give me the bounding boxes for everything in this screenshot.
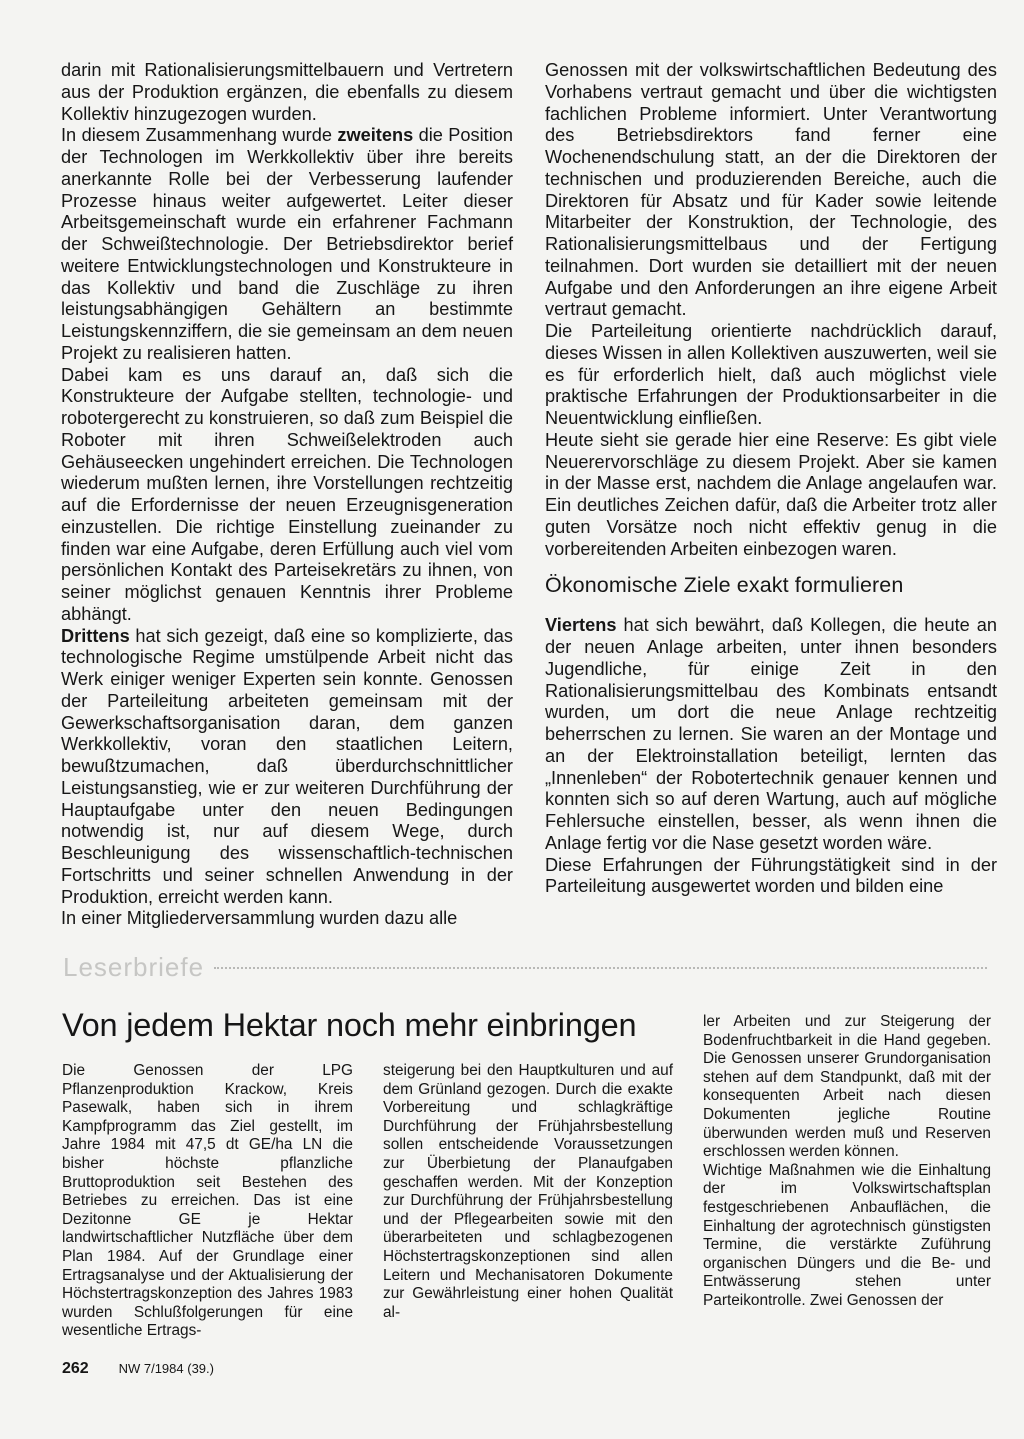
section-subheading: Ökonomische Ziele exakt formulieren (545, 573, 904, 598)
paragraph-text: die Position der Technologen im Werkkollektiv über ihre bereits anerkannte Rolle bei der Verbesserung laufender Prozesse hinaus weiter aufgewertet. Leiter dieser Arbeitsgemeinschaft wurde ein erfahrener Fachmann der Schweißtechnologie. Der Betriebsdirektor berief weitere Entwicklungstechnologen und Konstrukteure in das Kollektiv und band die Zuschläge zu ihren leistungsabhängigen Gehältern an bestimmte Leistungskennziffern, die sie gemeinsam an dem neuen Projekt zu realisieren hatten. (61, 125, 513, 363)
article-column-right-upper (545, 60, 997, 560)
paragraph: Diese Erfahrungen der Führungstätigkeit sind in der Parteileitung ausgewertet worden und bilden eine (545, 854, 997, 897)
paragraph (545, 615, 997, 854)
paragraph-text: hat sich bewährt, daß Kollegen, die heute an der neuen Anlage arbeiten, unter ihnen besonders Jugendliche, für einige Zeit in den Rationalisierungsmittelbau des Kombinats entsandt wurden, um dort die neue Anlage rechtzeitig beherrschen zu lernen. Sie waren an der Montage und an der Elektroinstallation beteiligt, lernten das „Innenleben“ der Robotertechnik genauer kennen und konnten sich so auf deren Wartung, auch auf mögliche Fehlersuche einstellen, besser, als wenn ihnen die Anlage fertig vor die Nase gesetzt worden wäre. (545, 615, 997, 853)
paragraph (61, 626, 513, 909)
paragraph (61, 125, 513, 364)
paragraph: Genossen mit der volkswirtschaftlichen Bedeutung des Vorhabens vertraut gemacht und über die wichtigsten fachlichen Probleme informiert. Unter Verantwortung des Betriebsdirektors fand ferner eine Wochenendschulung statt, an der die Direktoren der technischen und produzierenden Bereiche, auch die Direktoren für Absatz und für Kader sowie leitende Mitarbeiter der Konstruktion, der Technologie, des Rationalisierungsmittelbaus und der Fertigung teilnahmen. Dort wurden sie detailliert mit der neuen Aufgabe und den Anforderungen an ihre eigene Arbeit vertraut gemacht. (545, 60, 997, 320)
paragraph-text: hat sich gezeigt, daß eine so komplizierte, das technologische Regime umstülpende Arbeit nicht das Werk einiger weniger Experten sein konnte. Genossen der Parteileitung arbeiteten gemeinsam mit der Gewerkschaftsorganisation daran, dem ganzen Werkkollektiv, voran den staatlichen Leitern, bewußtzumachen, daß überdurchschnittlicher Leistungsanstieg, wie er zur weiteren Durchführung der Hauptaufgabe unter den neuen Bedingungen notwendig ist, nur auf diesem Wege, durch Beschleunigung des wissenschaftlich-technischen Fortschritts und seiner schnellen Anwendung in der Produktion, erreicht werden kann. (61, 625, 513, 907)
page-number: 262 (62, 1360, 89, 1377)
paragraph: Heute sieht sie gerade hier eine Reserve: Es gibt viele Neuerervorschläge zu diesem Projekt. Aber sie kamen in der Masse erst, nachdem die Anlage angelaufen war. Ein deutliches Zeichen dafür, daß die Arbeiter trotz aller guten Vorsätze noch nicht effektiv genug in die vorbereitenden Arbeiten einbezogen waren. (545, 429, 997, 559)
letter-headline: Von jedem Hektar noch mehr einbringen (62, 1007, 637, 1043)
emphasis-keyword: Drittens (61, 625, 130, 646)
page-footer (62, 1360, 214, 1378)
letter-column-1 (62, 1062, 353, 1341)
paragraph-text: In diesem Zusammenhang wurde (61, 125, 338, 146)
issue-reference: NW 7/1984 (39.) (118, 1361, 214, 1376)
paragraph: ler Arbeiten und zur Steigerung der Bodenfruchtbarkeit in die Hand gegeben. Die Genossen unserer Grundorganisation stehen auf dem Standpunkt, daß mit der konsequenten Arbeit nach diesen Dokumenten jegliche Routine überwunden werden muß und Reserven erschlossen werden können. (703, 1013, 991, 1161)
section-divider (214, 967, 987, 969)
paragraph: In einer Mitgliederversammlung wurden dazu alle (61, 908, 458, 929)
article-column-left (61, 60, 513, 930)
paragraph: Die Parteileitung orientierte nachdrücklich darauf, dieses Wissen in allen Kollektiven auszuwerten, weil sie es für erforderlich hielt, daß auch möglichst viele praktische Erfahrungen der Produktionsarbeiter in die Neuentwicklung einfließen. (545, 321, 997, 428)
letter-column-2 (383, 1062, 673, 1322)
article-column-right (545, 60, 997, 898)
paragraph: darin mit Rationalisierungsmittelbauern und Vertretern aus der Produktion ergänzen, die ebenfalls zu diesem Kollektiv hinzugezogen wurden. (61, 60, 513, 124)
emphasis-keyword: Viertens (545, 615, 617, 636)
emphasis-keyword: zweitens (337, 125, 414, 146)
paragraph: steigerung bei den Hauptkulturen und auf dem Grünland gezogen. Durch die exakte Vorbereitung und schlagkräftige Durchführung der Frühjahrsbestellung sollen entscheidende Voraussetzungen zur Überbietung der Planaufgaben geschaffen werden. Mit der Konzeption zur Durchführung der Frühjahrsbestellung und der Pflegearbeiten sowie mit den überarbeiteten und schlagbezogenen Höchstertragskonzeptionen sind allen Leitern und Mechanisatoren Dokumente zur Gewährleistung einer hohen Qualität al- (383, 1062, 673, 1321)
paragraph: Dabei kam es uns darauf an, daß sich die Konstrukteure der Aufgabe stellten, technologie- und robotergerecht zu konstruieren, so daß zum Beispiel die Roboter mit ihren Schweißelektroden auch Gehäuseecken ungehindert erreichen. Die Technologen wiederum mußten lernen, ihre Vorstellungen rechtzeitig auf die Erfordernisse der neuen Erzeugnisgeneration einzustellen. Die richtige Einstellung zueinander zu finden war eine Aufgabe, deren Erfüllung auch viel vom persönlichen Kontakt des Parteisekretärs zu ihnen, von seiner möglichst genauen Kenntnis ihrer Probleme abhängt. (61, 364, 513, 624)
section-label: Leserbriefe (63, 952, 205, 982)
letter-column-3 (703, 1013, 991, 1311)
paragraph: Die Genossen der LPG Pflanzenproduktion Krackow, Kreis Pasewalk, haben sich in ihrem Kampfprogramm das Ziel gestellt, im Jahre 1984 mit 47,5 dt GE/ha LN die bisher höchste pflanzliche Bruttoproduktion seit Bestehen des Betriebes zu erreichen. Das ist eine Dezitonne GE je Hektar landwirtschaftlicher Nutzfläche über dem Plan 1984. Auf der Grundlage einer Ertragsanalyse und der Aktualisierung der Höchstertragskonzeption des Jahres 1983 wurden Schlußfolgerungen für eine wesentliche Ertrags- (62, 1062, 353, 1340)
article-column-right-lower (545, 615, 997, 898)
paragraph: Wichtige Maßnahmen wie die Einhaltung der im Volkswirtschaftsplan festgeschriebenen Anbauflächen, die Einhaltung der agrotechnisch günstigsten Termine, die verstärkte Zuführung organischen Düngers und die Be- und Entwässerung stehen unter Parteikontrolle. Zwei Genossen der (703, 1161, 991, 1309)
